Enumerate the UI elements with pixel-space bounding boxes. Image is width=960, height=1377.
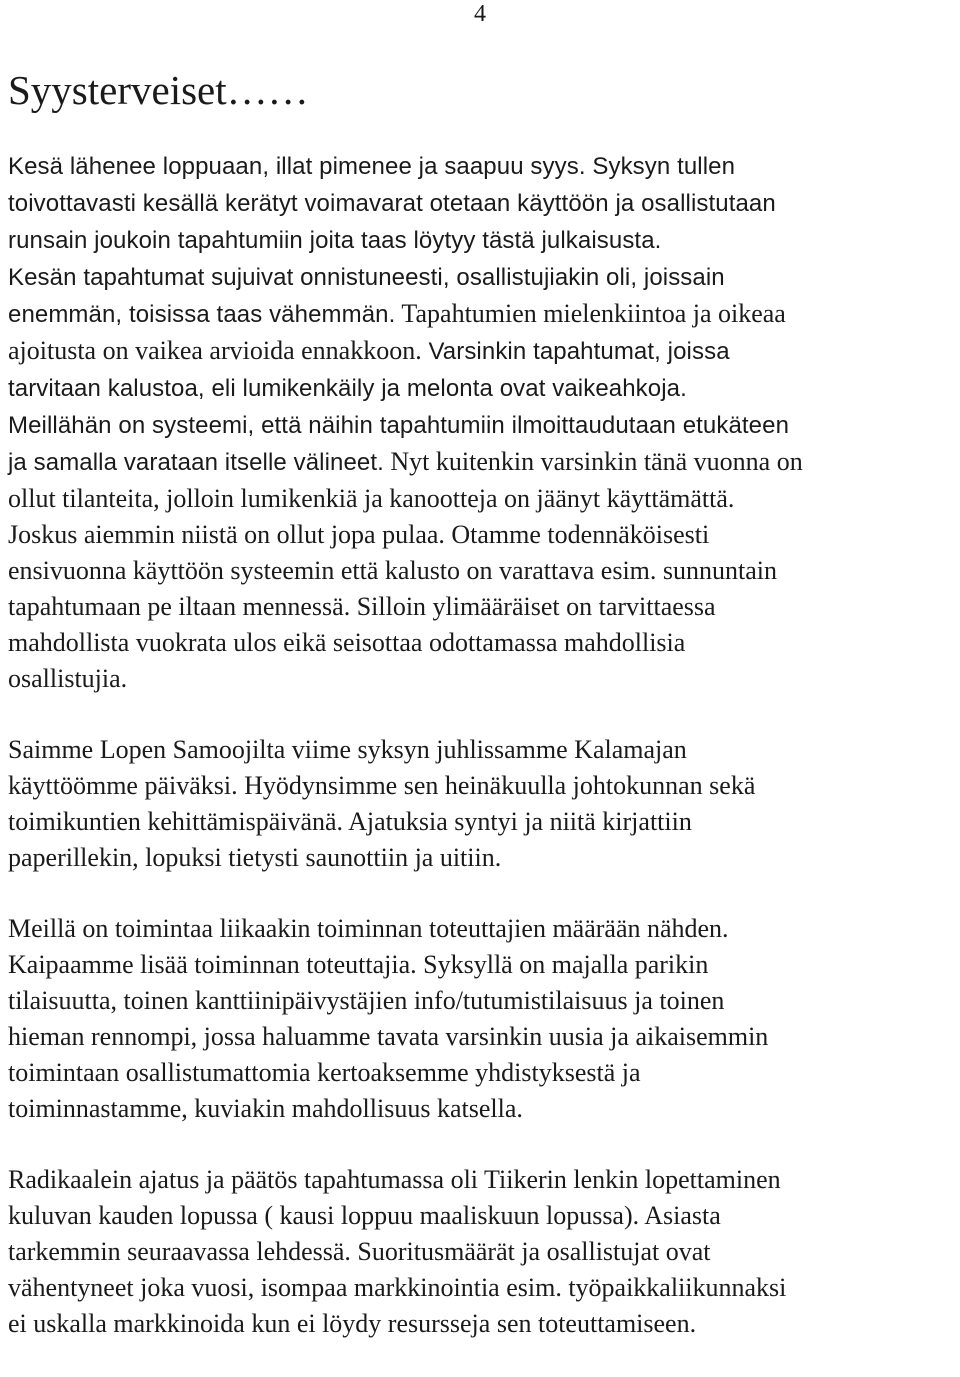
text-segment: Meillä on toimintaa liikaakin toiminnan toteuttajien määrään nähden.: [8, 914, 729, 943]
page-number: 4: [474, 1, 486, 27]
text-line: [8, 148, 953, 185]
text-segment: ei uskalla markkinoida kun ei löydy resursseja sen toteuttamiseen.: [8, 1309, 697, 1338]
text-segment: paperillekin, lopuksi tietysti saunottiin ja uitiin.: [8, 843, 502, 872]
text-segment: Joskus aiemmin niistä on ollut jopa pulaa. Otamme todennäköisesti: [8, 520, 710, 549]
text-segment: kuluvan kauden lopussa ( kausi loppuu maaliskuun lopussa). Asiasta: [8, 1201, 721, 1230]
article-title: Syysterveiset……: [8, 67, 309, 113]
text-line: [8, 1055, 953, 1091]
article-body: [8, 148, 953, 1377]
text-line: [8, 222, 953, 259]
text-line: [8, 983, 953, 1019]
text-line: [8, 370, 953, 407]
text-segment: mahdollista vuokrata ulos eikä seisottaa odottamassa mahdollisia: [8, 628, 686, 657]
text-line: [8, 1162, 953, 1198]
text-line: [8, 1019, 953, 1055]
text-segment: ja samalla varataan itselle välineet.: [8, 449, 384, 476]
text-segment: Kesä lähenee loppuaan, illat pimenee ja saapuu syys. Syksyn tullen: [8, 153, 736, 180]
text-segment: Kesän tapahtumat sujuivat onnistuneesti, osallistujiakin oli, joissain: [8, 264, 725, 291]
text-line: [8, 333, 953, 370]
text-line: [8, 259, 953, 296]
text-line: [8, 1234, 953, 1270]
text-line: [8, 625, 953, 661]
text-line: [8, 589, 953, 625]
text-segment: tarkemmin seuraavassa lehdessä. Suoritusmäärät ja osallistujat ovat: [8, 1237, 711, 1266]
text-segment: toimintaan osallistumattomia kertoaksemme yhdistyksestä ja: [8, 1058, 641, 1087]
text-line: [8, 481, 953, 517]
text-segment: ollut tilanteita, jolloin lumikenkiä ja kanootteja on jäänyt käyttämättä.: [8, 484, 735, 513]
text-segment: tapahtumaan pe iltaan mennessä. Silloin ylimääräiset on tarvittaessa: [8, 592, 716, 621]
text-line: [8, 407, 953, 444]
text-line: [8, 768, 953, 804]
text-segment: hieman rennompi, jossa haluamme tavata varsinkin uusia ja aikaisemmin: [8, 1022, 769, 1051]
text-segment: tilaisuutta, toinen kanttiinipäivystäjien info/tutumistilaisuus ja toinen: [8, 986, 725, 1015]
text-segment: ajoitusta on vaikea arvioida ennakkoon.: [8, 336, 422, 365]
text-segment: tarvitaan kalustoa, eli lumikenkäily ja melonta ovat vaikeahkoja.: [8, 375, 687, 402]
text-segment: Meillähän on systeemi, että näihin tapahtumiin ilmoittaudutaan etukäteen: [8, 412, 790, 439]
text-segment: Tapahtumien mielenkiintoa ja oikeaa: [395, 299, 786, 328]
text-line: [8, 804, 953, 840]
text-line: [8, 517, 953, 553]
paragraph: [8, 1162, 953, 1342]
text-line: [8, 911, 953, 947]
text-segment: enemmän, toisissa taas vähemmän.: [8, 301, 396, 328]
text-segment: Varsinkin tapahtumat, joissa: [421, 338, 730, 365]
paragraph: [8, 148, 953, 697]
text-line: [8, 553, 953, 589]
text-line: [8, 947, 953, 983]
text-segment: runsain joukoin tapahtumiin joita taas löytyy tästä julkaisusta.: [8, 227, 662, 254]
text-segment: ensivuonna käyttöön systeemin että kalusto on varattava esim. sunnuntain: [8, 556, 778, 585]
text-segment: vähentyneet joka vuosi, isompaa markkinointia esim. työpaikkaliikunnaksi: [8, 1273, 787, 1302]
text-line: [8, 1306, 953, 1342]
text-line: [8, 1270, 953, 1306]
text-line: [8, 840, 953, 876]
text-segment: Radikaalein ajatus ja päätös tapahtumassa oli Tiikerin lenkin lopettaminen: [8, 1165, 781, 1194]
text-segment: Nyt kuitenkin varsinkin tänä vuonna on: [383, 447, 803, 476]
text-segment: käyttöömme päiväksi. Hyödynsimme sen heinäkuulla johtokunnan sekä: [8, 771, 756, 800]
text-segment: Kaipaamme lisää toiminnan toteuttajia. Syksyllä on majalla parikin: [8, 950, 709, 979]
text-segment: Saimme Lopen Samoojilta viime syksyn juhlissamme Kalamajan: [8, 735, 687, 764]
text-segment: toiminnastamme, kuviakin mahdollisuus katsella.: [8, 1094, 523, 1123]
text-line: [8, 444, 953, 481]
paragraph: [8, 911, 953, 1127]
text-line: [8, 185, 953, 222]
text-segment: toivottavasti kesällä kerätyt voimavarat otetaan käyttöön ja osallistutaan: [8, 190, 776, 217]
text-line: [8, 1091, 953, 1127]
text-line: [8, 1198, 953, 1234]
text-segment: toimikuntien kehittämispäivänä. Ajatuksia syntyi ja niitä kirjattiin: [8, 807, 692, 836]
text-line: [8, 661, 953, 697]
text-line: [8, 296, 953, 333]
text-line: [8, 732, 953, 768]
paragraph: [8, 732, 953, 876]
text-segment: osallistujia.: [8, 664, 128, 693]
